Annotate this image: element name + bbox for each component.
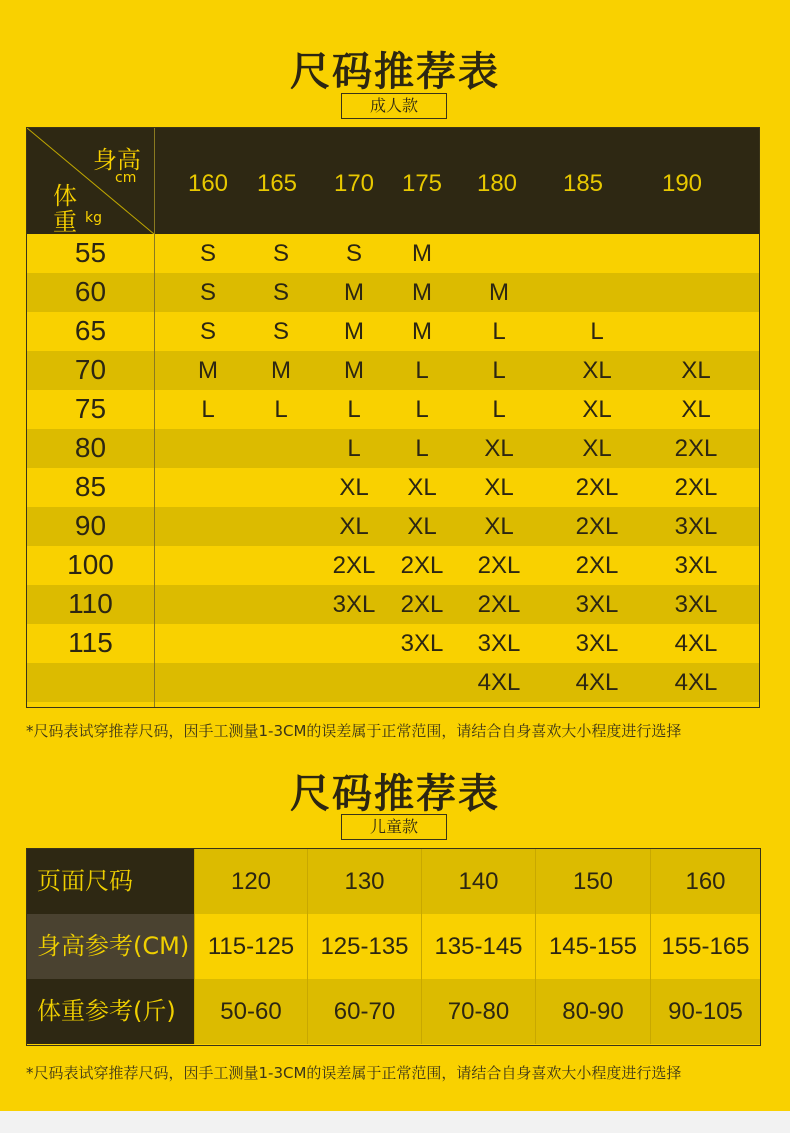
size-cell: M [489, 279, 509, 306]
kids-note: *尺码表试穿推荐尺码，因手工测量1-3CM的误差属于正常范围，请结合自身喜欢大小程度进行选择 [26, 1064, 682, 1082]
height-col: 170 [333, 170, 375, 197]
adult-table-row [27, 663, 759, 702]
corner-height-unit: cm [115, 170, 137, 186]
kids-cell: 70-80 [421, 979, 535, 1044]
adult-table-row [27, 624, 759, 663]
size-cell: XL [407, 513, 437, 540]
adult-table-header [27, 128, 759, 234]
weight-cell: 90 [74, 510, 107, 541]
kids-cell: 135-145 [421, 914, 535, 979]
size-cell: S [272, 279, 290, 306]
adult-table-row [27, 390, 759, 429]
weight-cell: 60 [74, 276, 107, 307]
kids-cell: 125-135 [307, 914, 421, 979]
size-cell: M [412, 318, 432, 345]
size-cell: L [492, 357, 506, 384]
adult-table-row [27, 312, 759, 351]
size-cell: XL [484, 474, 514, 501]
size-cell: M [412, 240, 432, 267]
adult-table-row [27, 468, 759, 507]
adult-subtitle: 成人款 [341, 93, 447, 119]
size-cell: 2XL [674, 435, 718, 462]
height-col: 185 [562, 170, 604, 197]
size-cell: L [492, 318, 506, 345]
kids-table-row [27, 979, 760, 1044]
size-cell: S [199, 318, 217, 345]
size-cell: 3XL [674, 591, 718, 618]
size-cell: 3XL [575, 591, 619, 618]
size-cell: XL [339, 513, 369, 540]
size-cell: XL [582, 396, 612, 423]
size-cell: L [590, 318, 604, 345]
size-cell: 2XL [400, 552, 444, 579]
kids-subtitle: 儿童款 [341, 814, 447, 840]
size-cell: L [415, 357, 429, 384]
height-col: 175 [401, 170, 443, 197]
weight-cell: 55 [74, 237, 107, 268]
kids-cell: 160 [650, 849, 760, 914]
adult-table-row [27, 429, 759, 468]
weight-cell: 100 [67, 549, 114, 580]
size-cell: 4XL [477, 669, 521, 696]
size-cell: XL [339, 474, 369, 501]
weight-cell: 110 [68, 588, 113, 619]
kids-title: 尺码推荐表 [290, 771, 500, 817]
size-cell: M [344, 318, 364, 345]
kids-row-label: 身高参考(CM) [27, 914, 194, 979]
adult-table-row [27, 351, 759, 390]
size-cell: 3XL [332, 591, 376, 618]
size-cell: S [199, 240, 217, 267]
kids-cell: 150 [535, 849, 650, 914]
corner-weight-label-1: 体 [53, 182, 77, 210]
kids-cell: 80-90 [535, 979, 650, 1044]
size-cell: L [492, 396, 506, 423]
size-cell: XL [484, 513, 514, 540]
size-cell: 3XL [674, 552, 718, 579]
size-cell: S [272, 318, 290, 345]
kids-table-row [27, 914, 760, 979]
size-cell: S [345, 240, 363, 267]
size-cell: 4XL [575, 669, 619, 696]
kids-cell: 115-125 [194, 914, 307, 979]
size-cell: XL [407, 474, 437, 501]
kids-cell: 50-60 [194, 979, 307, 1044]
adult-size-table [26, 127, 760, 708]
corner-weight-unit: kg [85, 210, 102, 226]
weight-cell: 75 [74, 393, 107, 424]
weight-cell: 70 [74, 354, 107, 385]
kids-cell: 90-105 [650, 979, 760, 1044]
weight-cell: 115 [68, 627, 113, 658]
size-cell: 2XL [674, 474, 718, 501]
size-cell: 3XL [477, 630, 521, 657]
adult-table-row [27, 234, 759, 273]
size-cell: 3XL [575, 630, 619, 657]
size-cell: 2XL [400, 591, 444, 618]
height-col: 180 [476, 170, 518, 197]
weight-cell: 80 [74, 432, 107, 463]
kids-cell: 145-155 [535, 914, 650, 979]
kids-cell: 130 [307, 849, 421, 914]
size-cell: 4XL [674, 630, 718, 657]
size-cell: L [201, 396, 215, 423]
adult-table-row [27, 585, 759, 624]
height-col: 160 [187, 170, 229, 197]
size-cell: 2XL [477, 552, 521, 579]
adult-table-row [27, 546, 759, 585]
kids-cell: 140 [421, 849, 535, 914]
height-col: 190 [661, 170, 703, 197]
kids-size-table [26, 848, 761, 1046]
size-cell: L [347, 396, 361, 423]
size-cell: M [412, 279, 432, 306]
kids-row-label: 页面尺码 [27, 849, 194, 914]
size-cell: 2XL [575, 552, 619, 579]
size-cell: M [198, 357, 218, 384]
kids-cell: 120 [194, 849, 307, 914]
adult-title: 尺码推荐表 [290, 49, 500, 95]
adult-table-row [27, 507, 759, 546]
size-cell: XL [582, 435, 612, 462]
size-cell: XL [681, 396, 711, 423]
size-cell: L [347, 435, 361, 462]
bottom-strip [0, 1111, 790, 1133]
size-cell: L [274, 396, 288, 423]
corner-weight-label-2: 重 [53, 208, 77, 236]
corner-height-label: 身高 [93, 146, 141, 174]
size-cell: XL [681, 357, 711, 384]
adult-note: *尺码表试穿推荐尺码，因手工测量1-3CM的误差属于正常范围，请结合自身喜欢大小程度进行选择 [26, 722, 682, 740]
kids-cell: 60-70 [307, 979, 421, 1044]
size-cell: 3XL [674, 513, 718, 540]
size-cell: M [344, 357, 364, 384]
size-cell: L [415, 396, 429, 423]
size-cell: 4XL [674, 669, 718, 696]
size-cell: 2XL [477, 591, 521, 618]
size-cell: 2XL [575, 513, 619, 540]
kids-table-row [27, 849, 760, 914]
kids-cell: 155-165 [650, 914, 760, 979]
size-cell: 2XL [575, 474, 619, 501]
size-cell: 2XL [332, 552, 376, 579]
size-cell: S [272, 240, 290, 267]
kids-row-label: 体重参考(斤) [27, 979, 194, 1044]
adult-table-row [27, 273, 759, 312]
weight-cell: 65 [74, 315, 107, 346]
weight-column-divider [154, 128, 155, 708]
size-cell: M [271, 357, 291, 384]
size-cell: XL [484, 435, 514, 462]
weight-cell: 85 [74, 471, 107, 502]
size-cell: S [199, 279, 217, 306]
size-cell: 3XL [400, 630, 444, 657]
size-cell: L [415, 435, 429, 462]
height-col: 165 [256, 170, 298, 197]
size-cell: M [344, 279, 364, 306]
size-cell: XL [582, 357, 612, 384]
